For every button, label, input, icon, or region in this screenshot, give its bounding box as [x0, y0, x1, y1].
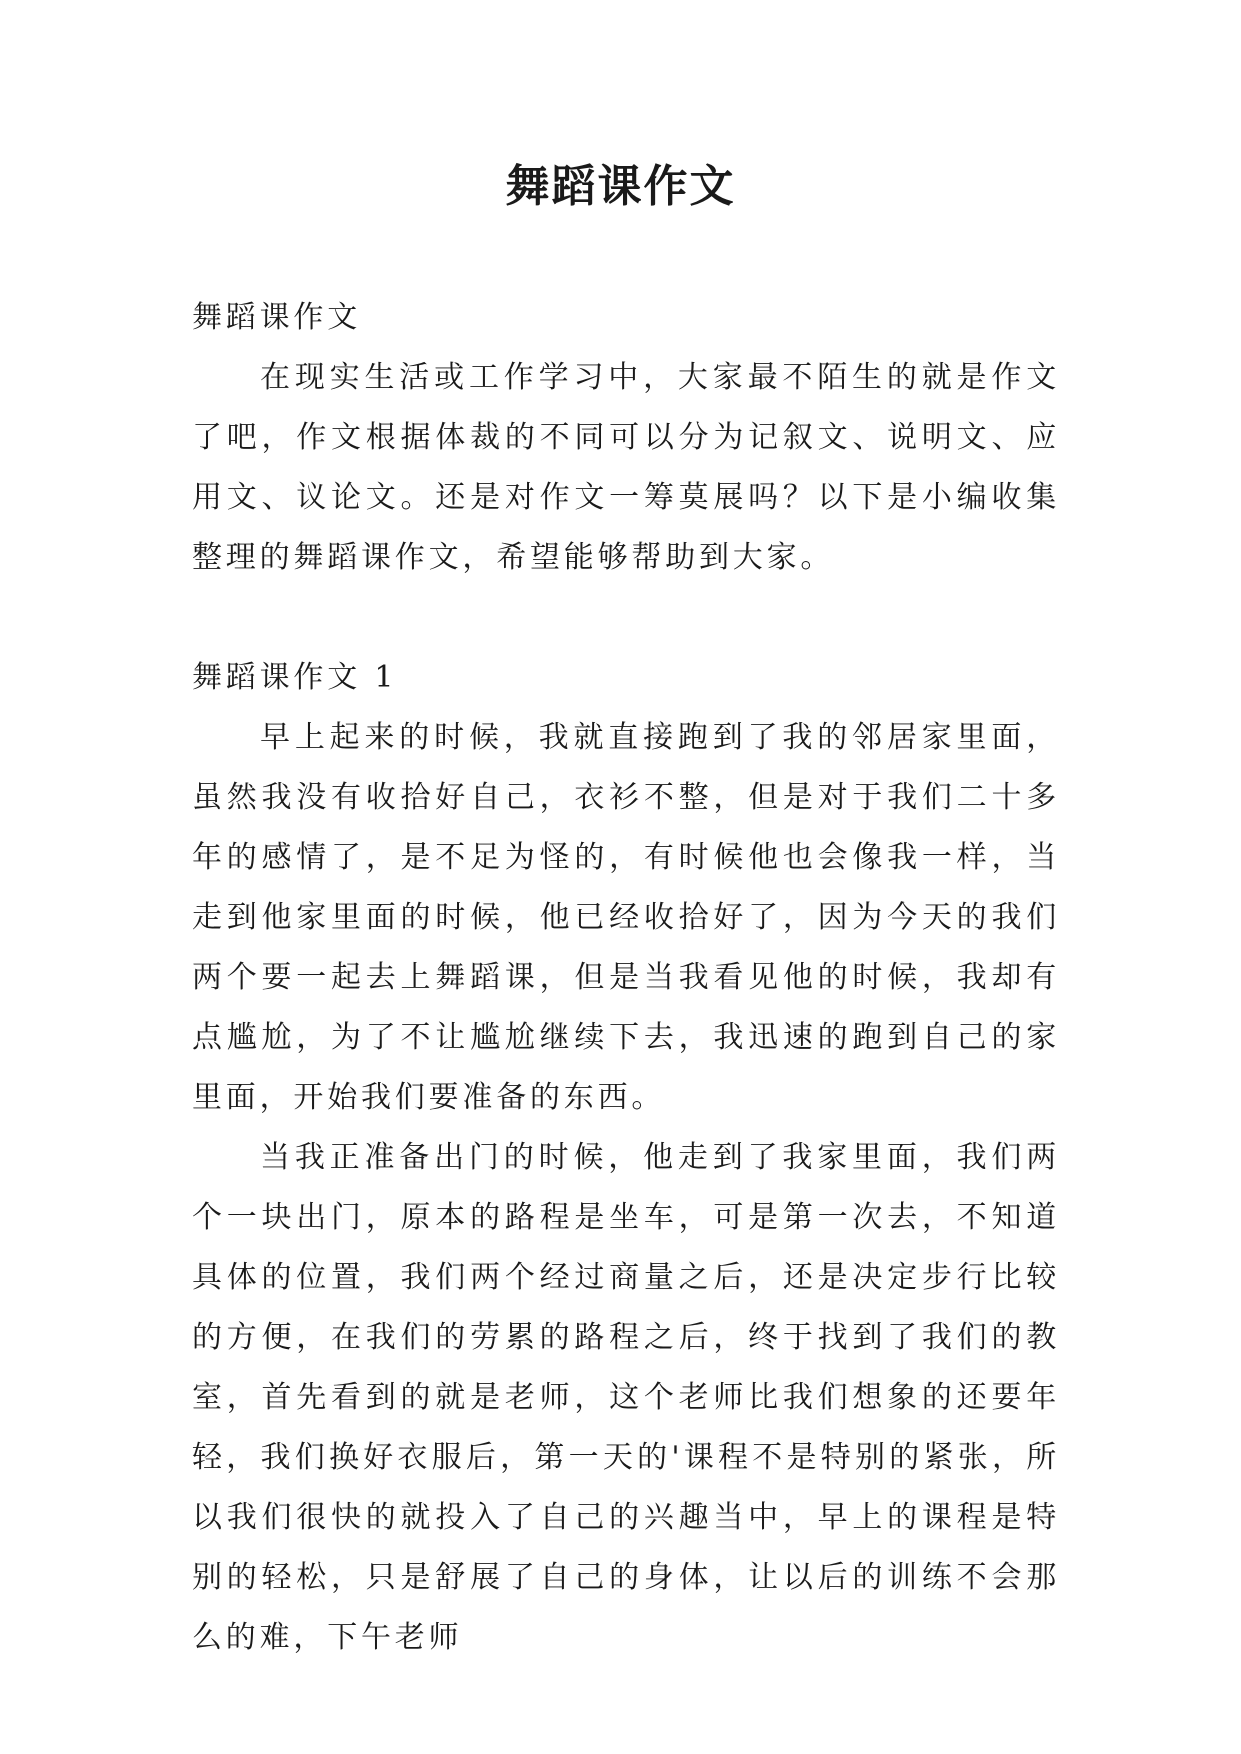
- intro-heading: 舞蹈课作文: [192, 300, 361, 335]
- intro-paragraph: 在现实生活或工作学习中，大家最不陌生的就是作文了吧，作文根据体裁的不同可以分为记叙文、说明文、应用文、议论文。还是对作文一筹莫展吗？以下是小编收集整理的舞蹈课作文，希望能够帮助到大家。: [192, 360, 1060, 575]
- section-1-paragraph-1: 早上起来的时候，我就直接跑到了我的邻居家里面，虽然我没有收拾好自己，衣衫不整，但是对于我们二十多年的感情了，是不足为怪的，有时候他也会像我一样，当走到他家里面的时候，他已经收拾好了，因为今天的我们两个要一起去上舞蹈课，但是当我看见他的时候，我却有点尴尬，为了不让尴尬继续下去，我迅速的跑到自己的家里面，开始我们要准备的东西。: [192, 720, 1060, 1115]
- section-spacer: [192, 588, 1060, 648]
- document-title: 舞蹈课作文: [505, 161, 736, 212]
- section-1-paragraph-2: 当我正准备出门的时候，他走到了我家里面，我们两个一块出门，原本的路程是坐车，可是第一次去，不知道具体的位置，我们两个经过商量之后，还是决定步行比较的方便，在我们的劳累的路程之后，终于找到了我们的教室，首先看到的就是老师，这个老师比我们想象的还要年轻，我们换好衣服后，第一天的'课程不是特别的紧张，所以我们很快的就投入了自己的兴趣当中，早上的课程是特别的轻松，只是舒展了自己的身体，让以后的训练不会那么的难，下午老师: [192, 1140, 1060, 1655]
- document-body: [192, 288, 1060, 1668]
- section-1-heading: 舞蹈课作文 1: [192, 660, 398, 695]
